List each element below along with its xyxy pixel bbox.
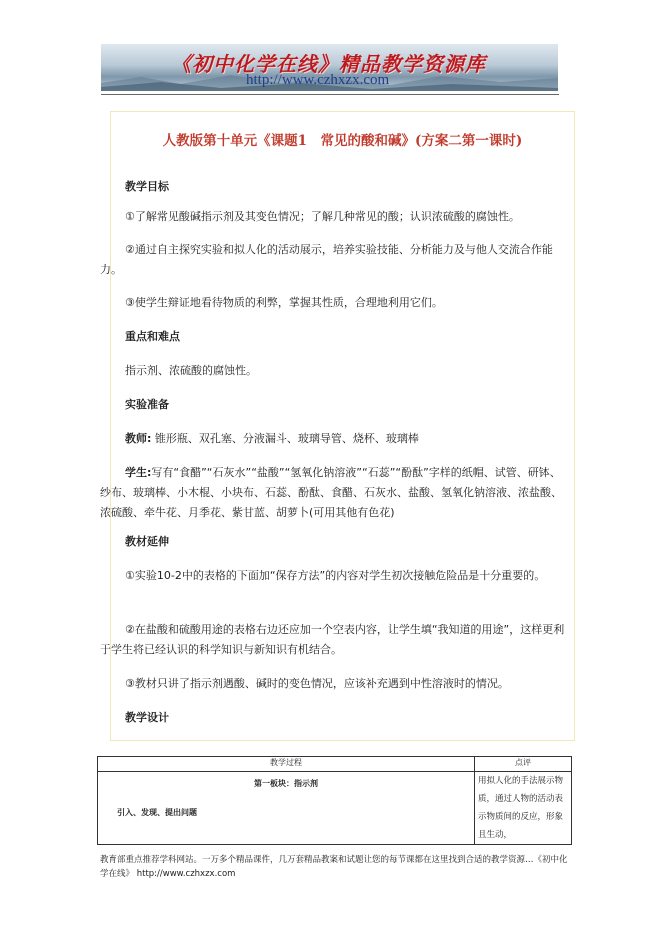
ext-3: ③教材只讲了指示剂遇酸、碱时的变色情况，应该补充遇到中性溶液时的情况。 (125, 677, 509, 690)
ext-1: ①实验10-2中的表格的下面加“保存方法”的内容对学生初次接触危险品是十分重要的。 (125, 569, 546, 582)
step-label: 引入、发现、提出问题 (117, 808, 197, 817)
key-heading: 重点和难点 (125, 330, 180, 343)
section-title: 第一板块：指示剂 (254, 779, 318, 788)
student-prep (100, 463, 565, 523)
student-label: 学生: (125, 466, 152, 479)
goals-heading: 教学目标 (125, 180, 169, 193)
prep-heading: 实验准备 (125, 398, 169, 411)
header-rule (101, 94, 559, 95)
ext-heading: 教材延伸 (125, 535, 169, 548)
teacher-label: 教师: (125, 432, 152, 445)
process-cell (98, 772, 475, 845)
footer-url[interactable]: http://www.czhxzx.com (136, 869, 236, 879)
page-title: 人教版第十单元《课题1 常见的酸和碱》(方案二第一课时) (162, 133, 523, 149)
teacher-text: 锥形瓶、双孔塞、分液漏斗、玻璃导管、烧杯、玻璃棒 (154, 432, 419, 445)
site-banner (101, 44, 558, 91)
table-row (98, 772, 572, 845)
goal-3: ③使学生辩证地看待物质的利弊，掌握其性质，合理地利用它们。 (125, 296, 443, 309)
comment-cell: 用拟人化的手法展示物质，通过人物的活动表示物质间的反应，形象且生动， (475, 772, 572, 845)
banner-url[interactable]: http://www.czhxzx.com (246, 72, 390, 88)
teacher-prep (100, 429, 565, 449)
student-text: 写有“食醋”“石灰水”“盐酸”“氢氧化钠溶液”“石蕊”“酚酞”字样的纸帽、试管、研钵、纱布、玻璃棒、小木棍、小块布、石蕊、酚酞、食醋、石灰水、盐酸、氢氧化钠溶液、浓盐酸、浓硫酸、牵牛花、月季花、紫甘蓝、胡萝卜(可用其他有色花) (100, 466, 562, 519)
design-heading: 教学设计 (125, 711, 169, 724)
goal-2: ②通过自主探究实验和拟人化的活动展示，培养实验技能、分析能力及与他人交流合作能力。 (100, 243, 553, 276)
banner-title: 《初中化学在线》精品教学资源库 (171, 52, 486, 76)
goal-1: ①了解常见酸碱指示剂及其变色情况；了解几种常见的酸；认识浓硫酸的腐蚀性。 (125, 210, 520, 223)
col-comment-header: 点评 (475, 757, 572, 772)
ext-2: ②在盐酸和硫酸用途的表格右边还应加一个空表内容，让学生填“我知道的用途”，这样更利于学生将已经认识的科学知识与新知识有机结合。 (100, 623, 565, 656)
table-header-row (98, 757, 572, 772)
footer-text: 教育部重点推荐学科网站。一万多个精品课件，几万套精品教案和试题让您的每节课都在这里找到合适的教学资源…《初中化学在线》 (100, 855, 568, 879)
teaching-plan-table (97, 756, 572, 845)
col-process-header: 教学过程 (98, 757, 475, 772)
key-text: 指示剂、浓硫酸的腐蚀性。 (125, 364, 257, 377)
footer-note (100, 853, 570, 881)
